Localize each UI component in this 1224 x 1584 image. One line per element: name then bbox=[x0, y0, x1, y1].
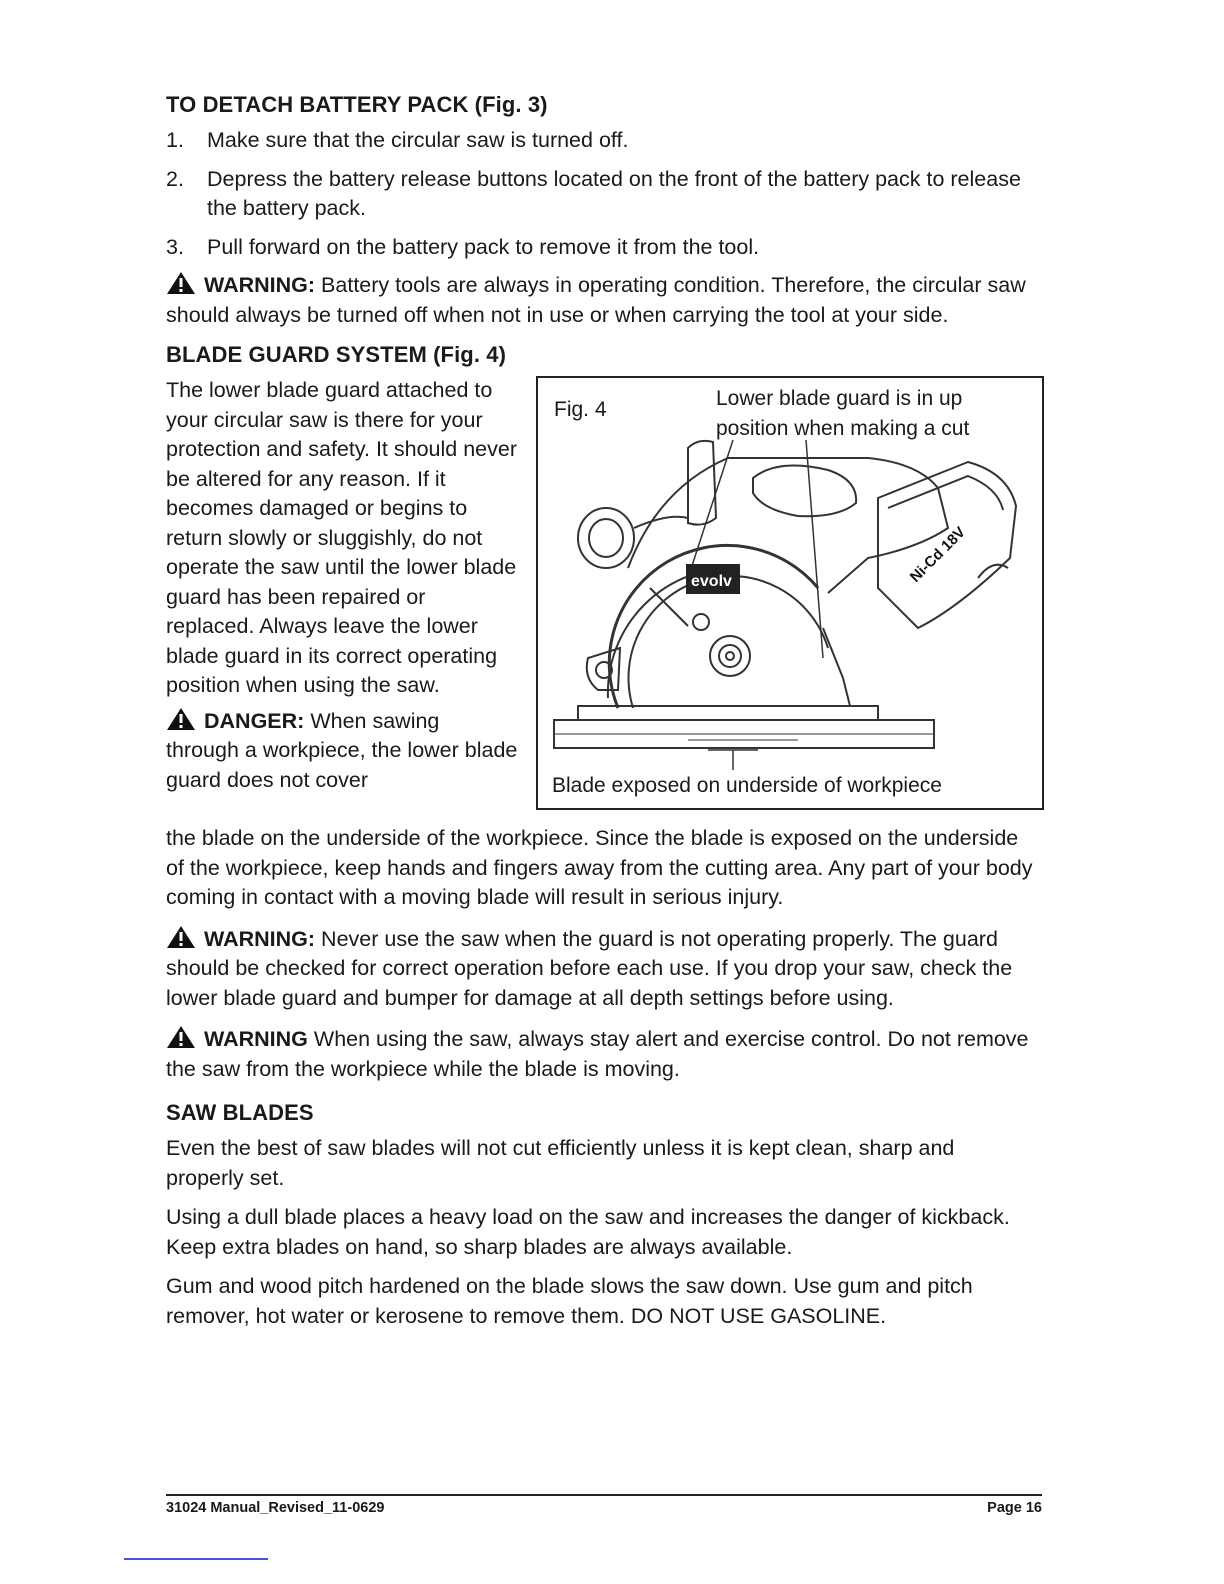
saw-blades-heading: SAW BLADES bbox=[166, 1100, 314, 1125]
detach-heading: TO DETACH BATTERY PACK (Fig. 3) bbox=[166, 92, 548, 117]
warning-label: WARNING: bbox=[204, 926, 316, 951]
brand-logo-text: evolv bbox=[691, 573, 732, 590]
step-number: 3. bbox=[166, 234, 184, 259]
warning-control bbox=[166, 1025, 1038, 1084]
warning-triangle-icon bbox=[166, 271, 196, 295]
callout-blade-exposed: Blade exposed on underside of workpiece bbox=[552, 774, 942, 797]
blade-guard-heading: BLADE GUARD SYSTEM (Fig. 4) bbox=[166, 342, 507, 367]
danger-note bbox=[166, 707, 518, 796]
step-number: 2. bbox=[166, 166, 184, 191]
warning-text: When using the saw, always stay alert and exercise control. Do not remove the saw from the workpiece while the blade is moving. bbox=[166, 1027, 1029, 1081]
warning-triangle-icon bbox=[166, 707, 196, 731]
warning-label: WARNING bbox=[204, 1027, 308, 1051]
figure-label: Fig. 4 bbox=[554, 398, 607, 421]
step-text: Make sure that the circular saw is turned off. bbox=[207, 128, 629, 152]
footer-page-number: Page 16 bbox=[987, 1500, 1042, 1516]
warning-text: Battery tools are always in operating condition. Therefore, the circular saw should always be turned off when not in use or when carrying the tool at your side. bbox=[166, 273, 1026, 327]
saw-blades-paragraph: Even the best of saw blades will not cut efficiently unless it is kept clean, sharp and properly set. bbox=[166, 1136, 955, 1190]
blade-guard-paragraph: The lower blade guard attached to your circular saw is there for your protection and safety. It should never be altered for any reason. If it becomes damaged or begins to return slowly or sluggishly, do not operate the saw until the lower blade guard has been repaired or replaced. Always leave the lower blade guard in its correct operating position when using the saw. bbox=[166, 378, 517, 697]
list-item bbox=[166, 233, 1038, 263]
list-item bbox=[166, 126, 1038, 156]
warning-guard bbox=[166, 925, 1038, 1014]
step-text: Depress the battery release buttons located on the front of the battery pack to release the battery pack. bbox=[207, 166, 1021, 220]
danger-continued: the blade on the underside of the workpiece. Since the blade is exposed on the underside of the workpiece, keep hands and fingers away from the cutting area. Any part of your body coming in contact with a moving blade will result in serious injury. bbox=[166, 826, 1033, 909]
warning-label: WARNING: bbox=[204, 273, 316, 297]
blade-guard-section bbox=[166, 376, 1038, 830]
callout-upper-guard: Lower blade guard is in up position when making a cut bbox=[716, 387, 970, 440]
danger-text: When sawing through a workpiece, the lower blade guard does not cover bbox=[166, 708, 518, 792]
warning-triangle-icon bbox=[166, 925, 196, 949]
step-text: Pull forward on the battery pack to remove it from the tool. bbox=[207, 234, 760, 259]
warning-text: Never use the saw when the guard is not operating properly. The guard should be checked for correct operation before each use. If you drop your saw, check the lower blade guard and bumper for damage at all depth settings before using. bbox=[166, 926, 1013, 1010]
page-footer bbox=[166, 1494, 1042, 1516]
warning-battery bbox=[166, 271, 1038, 330]
saw-blades-paragraph: Using a dull blade places a heavy load on the saw and increases the danger of kickback. Keep extra blades on hand, so sharp blades are always available. bbox=[166, 1205, 1010, 1259]
figure-4 bbox=[536, 376, 1044, 810]
danger-label: DANGER: bbox=[204, 708, 305, 733]
divider bbox=[124, 1558, 268, 1560]
list-item bbox=[166, 165, 1038, 224]
footer-document-id: 31024 Manual_Revised_11-0629 bbox=[166, 1500, 385, 1516]
manual-page bbox=[166, 92, 1038, 1331]
warning-triangle-icon bbox=[166, 1025, 196, 1049]
step-number: 1. bbox=[166, 128, 184, 152]
saw-blades-paragraph: Gum and wood pitch hardened on the blade slows the saw down. Use gum and pitch remover, hot water or kerosene to remove them. DO NOT USE GASOLINE. bbox=[166, 1274, 973, 1328]
battery-label-text: Ni-Cd 18V bbox=[906, 523, 969, 586]
detach-steps bbox=[166, 126, 1038, 262]
blade-guard-side-text bbox=[166, 376, 518, 795]
